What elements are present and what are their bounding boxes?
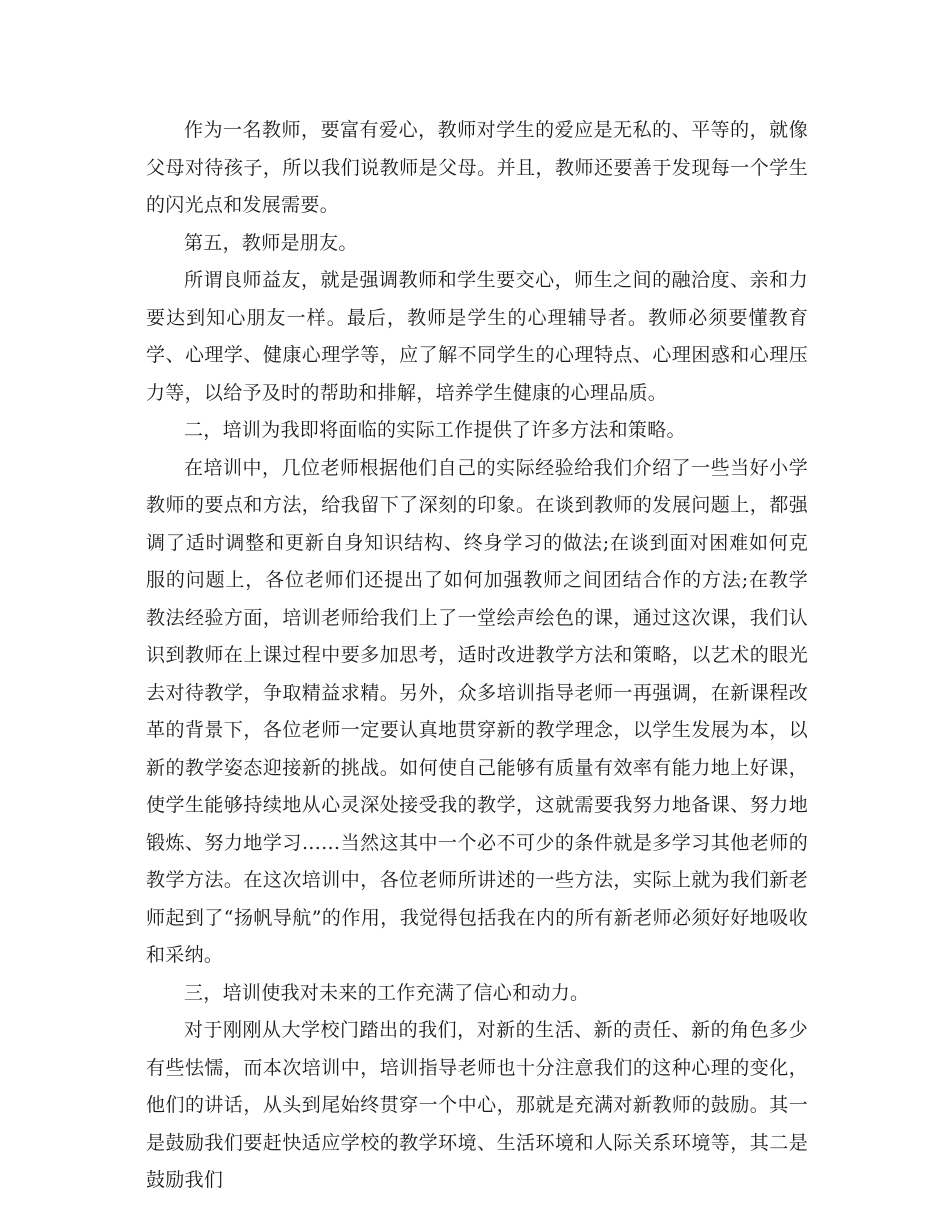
paragraph: 在培训中，几位老师根据他们自己的实际经验给我们介绍了一些当好小学教师的要点和方法，给我留下了深刻的印象。在谈到教师的发展问题上，都强调了适时调整和更新自身知识结构、终身学习的做法;在谈到面对困难如何克服的问题上，各位老师们还提出了如何加强教师之间团结合作的方法;在教学教法经验方面，培训老师给我们上了一堂绘声绘色的课，通过这次课，我们认识到教师在上课过程中要多加思考，适时改进教学方法和策略，以艺术的眼光去对待教学，争取精益求精。另外，众多培训指导老师一再强调，在新课程改革的背景下，各位老师一定要认真地贯穿新的教学理念，以学生发展为本，以新的教学姿态迎接新的挑战。如何使自己能够有质量有效率有能力地上好课，使学生能够持续地从心灵深处接受我的教学，这就需要我努力地备课、努力地锻炼、努力地学习……当然这其中一个必不可少的条件就是多学习其他老师的教学方法。在这次培训中，各位老师所讲述的一些方法，实际上就为我们新老师起到了“扬帆导航”的作用，我觉得包括我在内的所有新老师必须好好地吸收和采纳。 (146, 456, 808, 966)
paragraph: 对于刚刚从大学校门踏出的我们，对新的生活、新的责任、新的角色多少有些怯懦，而本次培训中，培训指导老师也十分注意我们的这种心理的变化，他们的讲话，从头到尾始终贯穿一个中心，那就是充满对新教师的鼓励。其一是鼓励我们要赶快适应学校的教学环境、生活环境和人际关系环境等，其二是鼓励我们 (146, 1019, 808, 1191)
section-heading: 二，培训为我即将面临的实际工作提供了许多方法和策略。 (184, 419, 686, 441)
paragraph: 所谓良师益友，就是强调教师和学生要交心，师生之间的融洽度、亲和力要达到知心朋友一样。最后，教师是学生的心理辅导者。教师必须要懂教育学、心理学、健康心理学等，应了解不同学生的心理特点、心理困惑和心理压力等，以给予及时的帮助和排解，培养学生健康的心理品质。 (146, 269, 808, 404)
section-heading: 三，培训使我对未来的工作充满了信心和动力。 (184, 981, 590, 1004)
paragraph: 作为一名教师，要富有爱心，教师对学生的爱应是无私的、平等的，就像父母对待孩子，所以我们说教师是父母。并且，教师还要善于发现每一个学生的闪光点和发展需要。 (146, 119, 808, 216)
section-heading: 第五，教师是朋友。 (184, 231, 358, 254)
document-body (146, 112, 808, 1200)
